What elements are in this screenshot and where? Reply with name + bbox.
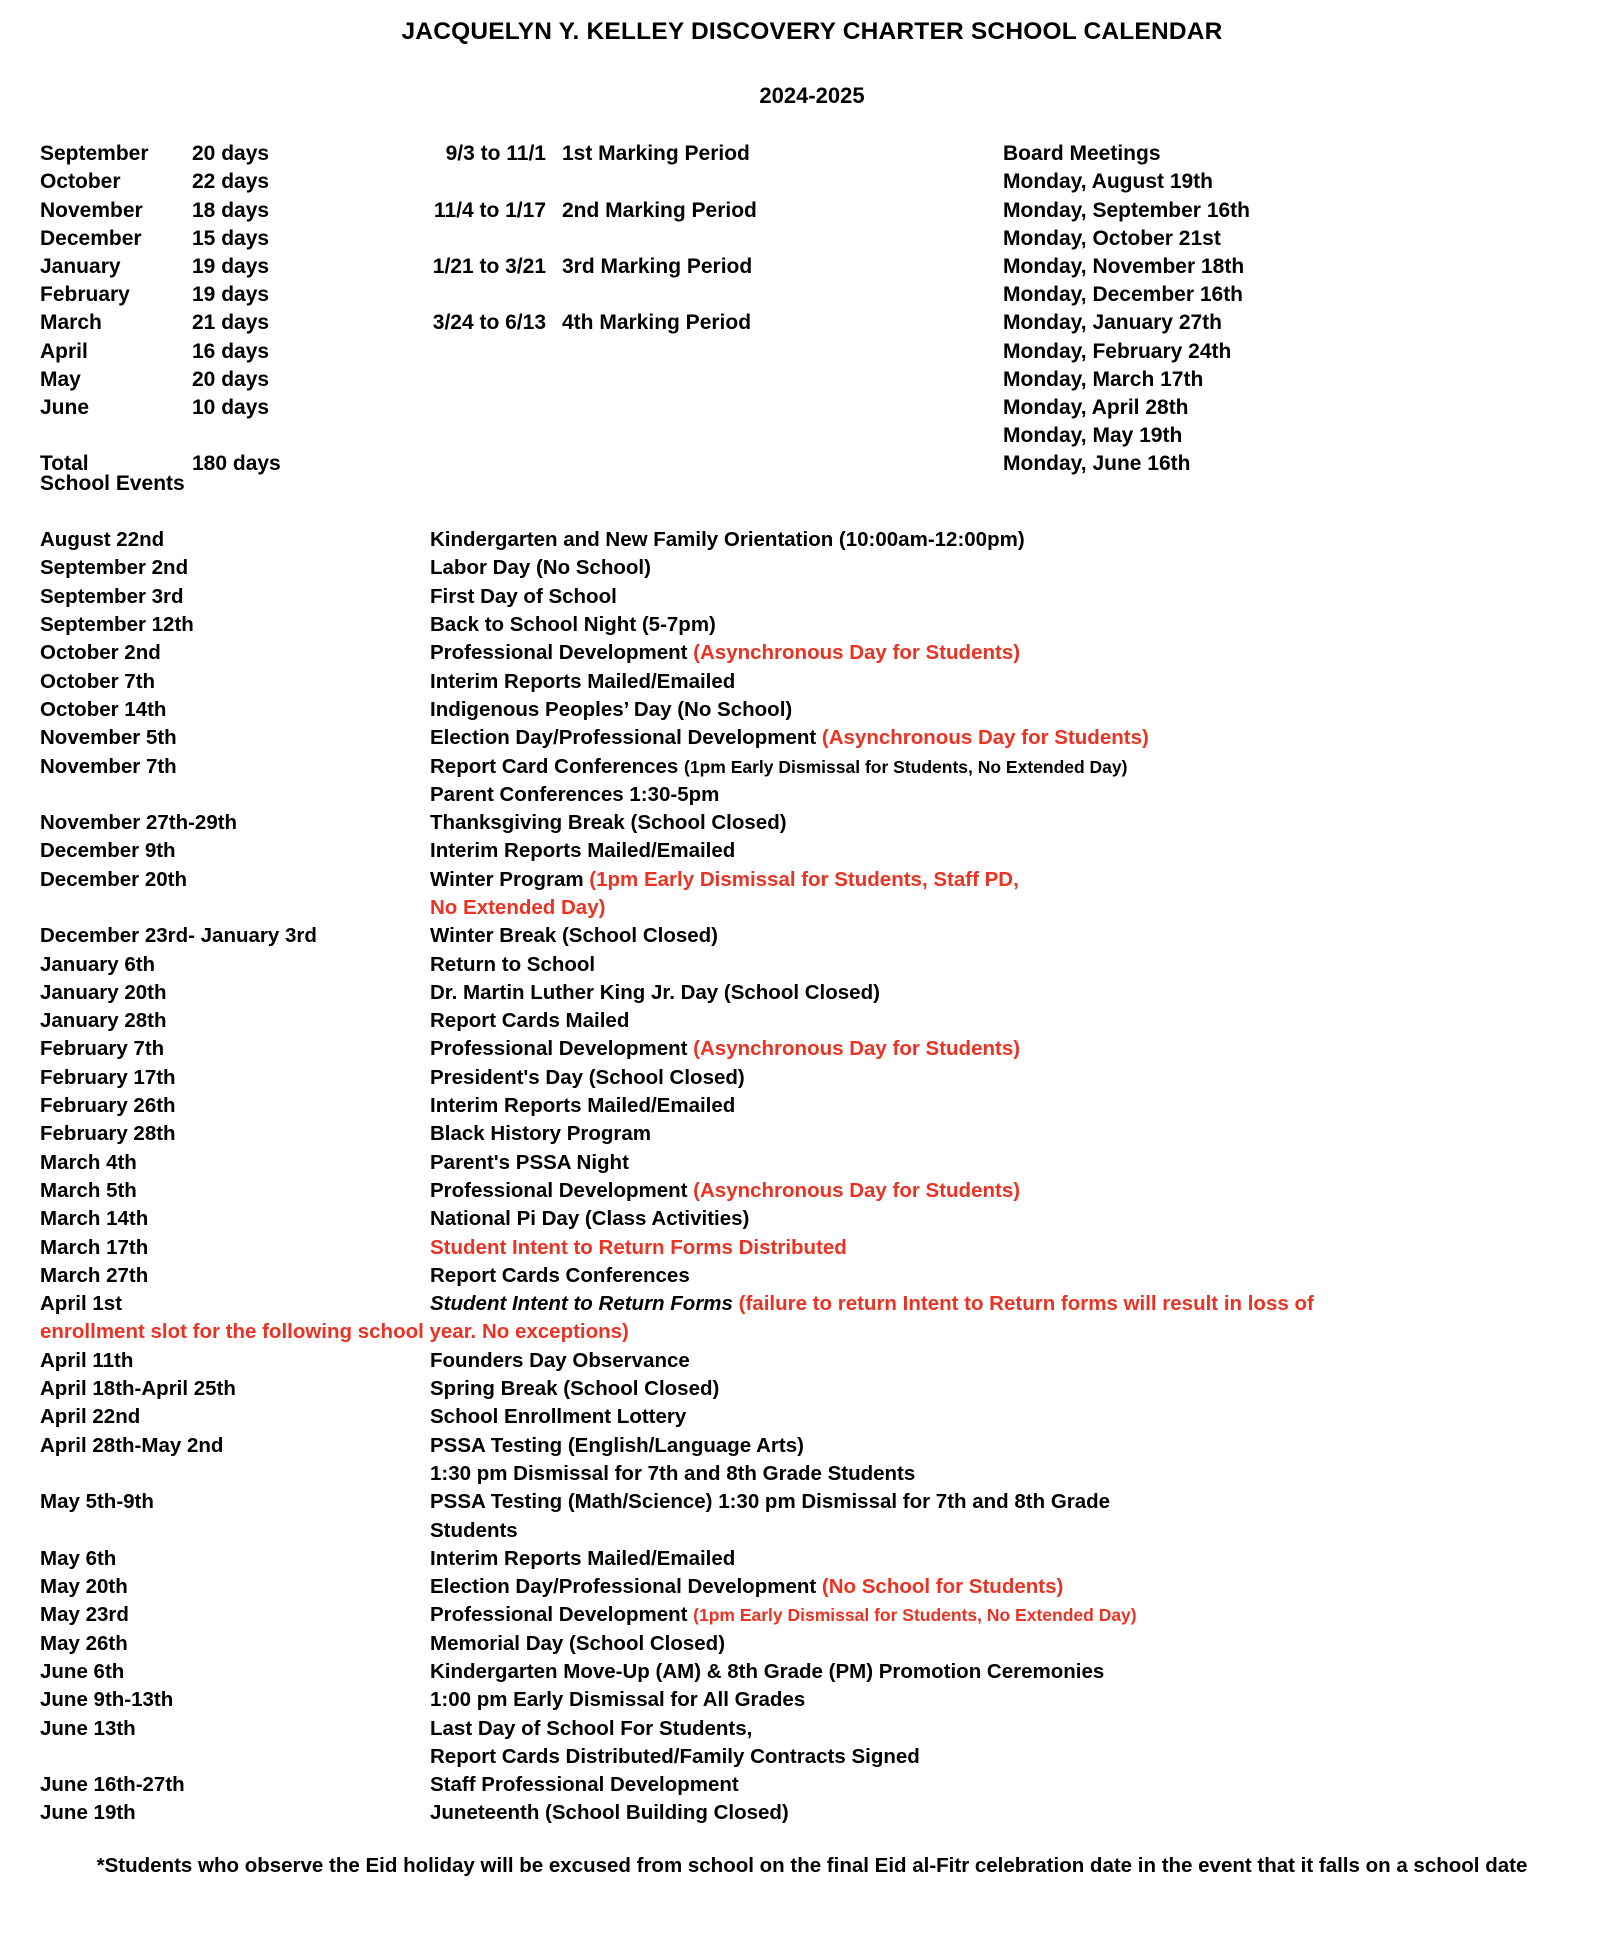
event-description-text: School Enrollment Lottery <box>430 1405 687 1429</box>
event-description <box>430 1799 789 1827</box>
event-date: December 23rd- January 3rd <box>40 924 317 948</box>
event-row <box>0 1177 1624 1205</box>
board-meeting-item: Monday, November 18th <box>1003 254 1245 278</box>
event-description <box>430 1403 686 1431</box>
event-description <box>430 1375 719 1403</box>
event-row <box>0 668 1624 696</box>
marking-period-row <box>418 140 808 168</box>
event-description <box>430 1432 804 1460</box>
board-meeting-item: Monday, May 19th <box>1003 424 1183 448</box>
month-day-count: 16 days <box>192 339 270 363</box>
event-note-highlight: (Asynchronous Day for Students) <box>693 1037 1021 1061</box>
event-date: March 17th <box>40 1235 149 1259</box>
event-row <box>0 1290 1624 1318</box>
marking-period-range: 3/24 to 6/13 <box>432 311 546 335</box>
event-description-text: Indigenous Peoples’ Day (No School) <box>430 697 793 721</box>
event-description-text: Interim Reports Mailed/Emailed <box>430 1094 736 1118</box>
event-row <box>0 554 1624 582</box>
event-row <box>0 866 1624 894</box>
instructional-days-row <box>40 253 420 281</box>
event-row <box>0 1234 1624 1262</box>
event-row <box>0 922 1624 950</box>
event-row <box>0 1205 1624 1233</box>
marking-period-label: 3rd Marking Period <box>562 254 753 278</box>
event-row <box>0 1601 1624 1629</box>
instructional-days-row <box>40 225 420 253</box>
marking-period-range: 11/4 to 1/17 <box>433 198 546 222</box>
event-date: April 18th-April 25th <box>40 1377 236 1401</box>
event-description-text: Winter Break (School Closed) <box>430 924 719 948</box>
event-date: February 7th <box>40 1037 165 1061</box>
instructional-days-row <box>40 140 420 168</box>
board-meeting-item: Monday, March 17th <box>1003 367 1204 391</box>
event-description-text: Parent's PSSA Night <box>430 1150 629 1174</box>
instructional-days-row <box>40 338 420 366</box>
event-row <box>0 526 1624 554</box>
board-meetings-list <box>1003 140 1403 478</box>
event-date: April 22nd <box>40 1405 141 1429</box>
event-row <box>0 1686 1624 1714</box>
event-date: December 20th <box>40 867 187 891</box>
month-name: April <box>40 339 88 363</box>
event-row <box>0 1658 1624 1686</box>
event-description-text: Spring Break (School Closed) <box>430 1377 720 1401</box>
event-description <box>430 1347 690 1375</box>
instructional-days-row <box>40 281 420 309</box>
event-date: September 3rd <box>40 584 184 608</box>
marking-periods-list <box>418 140 808 366</box>
event-row <box>0 1771 1624 1799</box>
marking-period-label: 2nd Marking Period <box>562 198 757 222</box>
event-date: January 28th <box>40 1009 167 1033</box>
event-description-text: Election Day/Professional Development <box>430 726 822 750</box>
event-note-highlight: Student Intent to Return Forms Distributed <box>430 1235 847 1259</box>
month-day-count: 19 days <box>192 254 270 278</box>
event-date: May 5th-9th <box>40 1490 154 1514</box>
event-date: March 14th <box>40 1207 149 1231</box>
school-year-subtitle: 2024-2025 <box>759 82 865 108</box>
event-description-text: Professional Development <box>430 1603 694 1627</box>
month-day-count: 20 days <box>192 367 270 391</box>
event-description-text: Report Cards Mailed <box>430 1009 630 1033</box>
month-name: December <box>40 226 142 250</box>
event-description <box>430 753 1127 781</box>
month-name: November <box>40 198 143 222</box>
marking-period-row <box>418 253 808 281</box>
event-row <box>0 696 1624 724</box>
event-row <box>0 724 1624 752</box>
event-row <box>0 1007 1624 1035</box>
event-row <box>0 837 1624 865</box>
event-date: March 5th <box>40 1178 137 1202</box>
event-description-text: Winter Program <box>430 867 590 891</box>
event-date: June 9th-13th <box>40 1688 174 1712</box>
event-description-text: Professional Development <box>430 1037 694 1061</box>
event-description <box>430 1573 1063 1601</box>
event-date: November 27th-29th <box>40 811 238 835</box>
event-description <box>430 951 595 979</box>
event-row <box>0 1149 1624 1177</box>
event-description <box>430 1262 690 1290</box>
event-description-text: Report Cards Conferences <box>430 1263 690 1287</box>
school-events-heading: School Events <box>40 472 185 496</box>
event-date: October 14th <box>40 697 167 721</box>
event-note-highlight: (Asynchronous Day for Students) <box>693 1178 1021 1202</box>
month-day-count: 21 days <box>192 311 270 335</box>
board-meeting-item: Monday, June 16th <box>1003 452 1191 476</box>
event-description-text: Interim Reports Mailed/Emailed <box>430 839 736 863</box>
board-meeting-item: Monday, February 24th <box>1003 339 1232 363</box>
event-date: January 20th <box>40 980 167 1004</box>
month-name: February <box>40 283 130 307</box>
event-description <box>430 1149 629 1177</box>
event-description-text: Last Day of School For Students, <box>430 1716 753 1740</box>
event-description <box>430 1686 805 1714</box>
event-description-continuation: Parent Conferences 1:30-5pm <box>430 782 720 806</box>
board-meeting-item: Monday, August 19th <box>1003 170 1213 194</box>
event-date: May 23rd <box>40 1603 129 1627</box>
board-meeting-item: Monday, September 16th <box>1003 198 1250 222</box>
event-description <box>430 1035 1020 1063</box>
event-description-text: Memorial Day (School Closed) <box>430 1631 726 1655</box>
event-row <box>0 1092 1624 1120</box>
event-description-text: Dr. Martin Luther King Jr. Day (School Closed) <box>430 980 880 1004</box>
event-note-highlight: (1pm Early Dismissal for Students, Staff PD, <box>589 867 1019 891</box>
event-description-continuation: Students <box>430 1518 518 1542</box>
event-description <box>430 1007 629 1035</box>
event-row <box>0 809 1624 837</box>
event-row <box>0 1403 1624 1431</box>
month-name: June <box>40 395 90 419</box>
event-note-highlight: (failure to return Intent to Return forms will result in loss of <box>732 1292 1314 1316</box>
month-day-count: 19 days <box>192 283 270 307</box>
event-row <box>0 753 1624 781</box>
instructional-days-row <box>40 197 420 225</box>
month-name: March <box>40 311 102 335</box>
month-day-count: 15 days <box>192 226 270 250</box>
event-date: April 11th <box>40 1348 134 1372</box>
event-description-text: PSSA Testing (English/Language Arts) <box>430 1433 804 1457</box>
event-row <box>0 1573 1624 1601</box>
board-meeting-item: Monday, December 16th <box>1003 283 1244 307</box>
event-date: May 6th <box>40 1546 117 1570</box>
event-date: May 20th <box>40 1575 128 1599</box>
event-note-highlight: (Asynchronous Day for Students) <box>693 641 1021 665</box>
event-description <box>430 837 735 865</box>
event-date: March 4th <box>40 1150 137 1174</box>
event-row <box>0 1715 1624 1743</box>
event-description-text: Black History Program <box>430 1122 652 1146</box>
event-row <box>0 951 1624 979</box>
event-description <box>430 866 1019 894</box>
event-description <box>430 526 1025 554</box>
event-description <box>430 1120 651 1148</box>
event-row <box>0 979 1624 1007</box>
event-description <box>430 1545 735 1573</box>
total-label: Total <box>40 452 89 476</box>
marking-period-row <box>418 197 808 225</box>
event-description-text: Back to School Night (5-7pm) <box>430 613 716 637</box>
instructional-days-row <box>40 394 420 422</box>
event-row <box>0 611 1624 639</box>
event-description-wrap-highlight: enrollment slot for the following school year. No exceptions) <box>40 1320 629 1344</box>
event-row <box>0 1432 1624 1460</box>
event-description-continuation: Report Cards Distributed/Family Contracts Signed <box>430 1744 920 1768</box>
event-description-text: Interim Reports Mailed/Emailed <box>430 1546 736 1570</box>
event-description <box>430 554 651 582</box>
event-date: August 22nd <box>40 528 165 552</box>
event-description-text: Founders Day Observance <box>430 1348 690 1372</box>
event-row <box>0 1262 1624 1290</box>
event-description <box>430 1488 1110 1516</box>
event-date: September 12th <box>40 613 194 637</box>
event-description <box>430 611 716 639</box>
event-row <box>0 1488 1624 1516</box>
event-description-italic: Student Intent to Return Forms <box>430 1292 733 1316</box>
board-meeting-item: Monday, January 27th <box>1003 311 1223 335</box>
marking-period-label: 4th Marking Period <box>562 311 752 335</box>
event-row <box>0 1375 1624 1403</box>
event-description-text: Interim Reports Mailed/Emailed <box>430 669 736 693</box>
event-description-text: Staff Professional Development <box>430 1773 739 1797</box>
event-date: November 7th <box>40 754 177 778</box>
event-description-text: Return to School <box>430 952 596 976</box>
event-date: May 26th <box>40 1631 128 1655</box>
month-day-count: 10 days <box>192 395 270 419</box>
event-description-text: National Pi Day (Class Activities) <box>430 1207 750 1231</box>
event-description <box>430 1290 1314 1318</box>
event-description-text: Juneteenth (School Building Closed) <box>430 1801 789 1825</box>
event-description <box>430 922 718 950</box>
event-row <box>0 1630 1624 1658</box>
month-day-count: 20 days <box>192 142 270 166</box>
event-description-text: Professional Development <box>430 1178 694 1202</box>
event-note-highlight: (Asynchronous Day for Students) <box>821 726 1149 750</box>
event-description-text: President's Day (School Closed) <box>430 1065 745 1089</box>
event-date: February 17th <box>40 1065 176 1089</box>
event-row <box>0 1120 1624 1148</box>
event-description <box>430 1630 725 1658</box>
event-description <box>430 1771 739 1799</box>
event-description <box>430 668 735 696</box>
total-day-count: 180 days <box>192 452 281 476</box>
event-row <box>0 583 1624 611</box>
event-description <box>430 696 792 724</box>
event-date: December 9th <box>40 839 176 863</box>
event-description <box>430 1205 749 1233</box>
event-description <box>430 979 880 1007</box>
board-meetings-items <box>1003 168 1403 478</box>
marking-period-range: 9/3 to 11/1 <box>445 142 546 166</box>
event-description <box>430 1234 847 1262</box>
event-description <box>430 1064 745 1092</box>
event-description-text: Labor Day (No School) <box>430 556 651 580</box>
instructional-days-row <box>40 168 420 196</box>
event-date: June 6th <box>40 1660 125 1683</box>
event-description-continuation: 1:30 pm Dismissal for 7th and 8th Grade Students <box>430 1461 916 1485</box>
event-description <box>430 724 1149 752</box>
event-description-text: Kindergarten and New Family Orientation (10:00am-12:00pm) <box>430 528 1025 552</box>
event-description-text: Professional Development <box>430 641 694 665</box>
instructional-days-table <box>40 140 420 478</box>
event-description <box>430 1601 1137 1629</box>
page-title: JACQUELYN Y. KELLEY DISCOVERY CHARTER SCHOOL CALENDAR <box>401 18 1223 45</box>
event-row <box>0 1064 1624 1092</box>
event-date: March 27th <box>40 1263 149 1287</box>
event-description-text: PSSA Testing (Math/Science) 1:30 pm Dismissal for 7th and 8th Grade <box>430 1490 1111 1514</box>
event-date: October 7th <box>40 669 156 693</box>
event-date: April 28th-May 2nd <box>40 1433 224 1457</box>
event-date: February 26th <box>40 1094 176 1118</box>
event-description <box>430 583 617 611</box>
event-description-text: Thanksgiving Break (School Closed) <box>430 811 787 835</box>
event-description-text: Report Card Conferences <box>430 754 685 778</box>
event-note-highlight: (No School for Students) <box>821 1575 1064 1599</box>
board-meeting-item: Monday, October 21st <box>1003 226 1221 250</box>
instructional-days-row <box>40 309 420 337</box>
event-note-highlight-small: (1pm Early Dismissal for Students, No Extended Day) <box>693 1605 1137 1626</box>
event-date: September 2nd <box>40 556 189 580</box>
board-meetings-heading: Board Meetings <box>1003 142 1161 166</box>
event-row <box>0 639 1624 667</box>
event-description-text: Kindergarten Move-Up (AM) & 8th Grade (PM) Promotion Ceremonies <box>430 1660 1105 1683</box>
marking-period-range: 1/21 to 3/21 <box>432 254 546 278</box>
event-row <box>0 1799 1624 1827</box>
eid-holiday-footnote: *Students who observe the Eid holiday will be excused from school on the final Eid al-Fitr celebration date in the event that it falls on a school date <box>96 1853 1528 1877</box>
event-description <box>430 639 1020 667</box>
instructional-days-row <box>40 366 420 394</box>
month-name: January <box>40 254 121 278</box>
event-description-text: Election Day/Professional Development <box>430 1575 822 1599</box>
event-date: June 19th <box>40 1801 136 1825</box>
event-description <box>430 1715 752 1743</box>
month-name: September <box>40 142 149 166</box>
month-day-count: 18 days <box>192 198 270 222</box>
event-description-text: First Day of School <box>430 584 617 608</box>
event-description <box>430 1177 1020 1205</box>
event-note-small: (1pm Early Dismissal for Students, No Extended Day) <box>684 756 1128 777</box>
month-name: May <box>40 367 81 391</box>
event-row <box>0 1035 1624 1063</box>
event-date: January 6th <box>40 952 156 976</box>
month-day-count: 22 days <box>192 170 270 194</box>
event-date: November 5th <box>40 726 177 750</box>
event-date: April 1st <box>40 1292 123 1316</box>
board-meeting-item: Monday, April 28th <box>1003 395 1189 419</box>
event-date: June 16th-27th <box>40 1773 185 1797</box>
marking-period-label: 1st Marking Period <box>562 142 750 166</box>
marking-period-row <box>418 309 808 337</box>
event-description <box>430 809 787 837</box>
event-description <box>430 1658 1104 1686</box>
summary-columns <box>0 140 1624 476</box>
event-description <box>430 1092 735 1120</box>
instructional-days-total-row <box>40 450 420 478</box>
event-row <box>0 1347 1624 1375</box>
school-events-list <box>0 526 1624 1828</box>
event-date: February 28th <box>40 1122 176 1146</box>
event-description-text: 1:00 pm Early Dismissal for All Grades <box>430 1688 806 1712</box>
month-name: October <box>40 170 121 194</box>
event-date: June 13th <box>40 1716 136 1740</box>
event-date: October 2nd <box>40 641 161 665</box>
event-description-continuation-highlight: No Extended Day) <box>430 895 606 919</box>
event-row <box>0 1545 1624 1573</box>
